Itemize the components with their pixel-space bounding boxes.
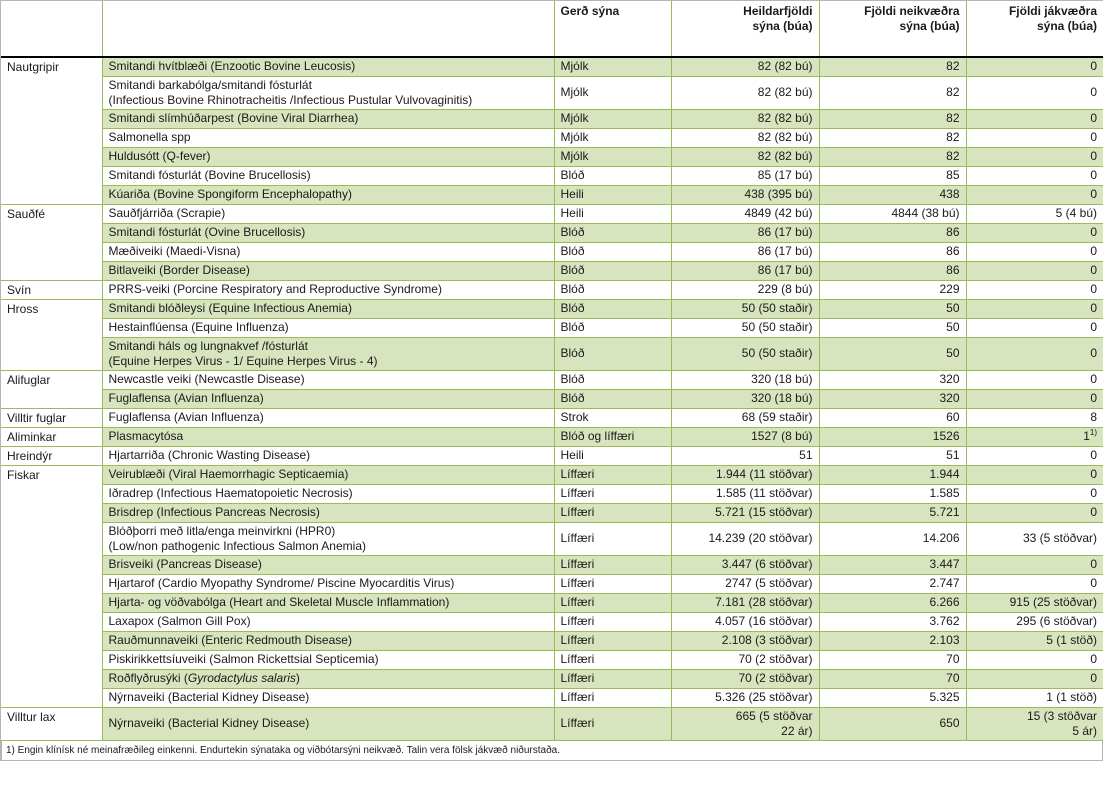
positive-cell: 0 <box>966 337 1103 370</box>
sample-type-cell: Blóð <box>554 166 671 185</box>
header-total: Heildarfjöldi sýna (búa) <box>671 1 819 58</box>
sample-type-cell: Heili <box>554 204 671 223</box>
total-cell: 5.721 (15 stöðvar) <box>671 503 819 522</box>
negative-cell: 1.944 <box>819 465 966 484</box>
species-cell <box>1 688 102 707</box>
table-row <box>1 147 1103 166</box>
table-row <box>1 669 1103 688</box>
total-cell: 4849 (42 bú) <box>671 204 819 223</box>
disease-name-latin: (Equine Herpes Virus - 1/ Equine Herpes Virus - 4) <box>108 353 378 368</box>
total-cell: 82 (82 bú) <box>671 147 819 166</box>
negative-cell: 2.103 <box>819 631 966 650</box>
total-cell: 1.585 (11 stöðvar) <box>671 484 819 503</box>
sample-type-cell: Líffæri <box>554 484 671 503</box>
surveillance-table <box>1 0 1103 741</box>
negative-cell: 2.747 <box>819 574 966 593</box>
species-cell <box>1 76 102 109</box>
total-cell: 2747 (5 stöðvar) <box>671 574 819 593</box>
negative-cell: 60 <box>819 408 966 427</box>
disease-name: Smitandi háls og lungnakvef /fósturlát <box>108 338 308 353</box>
positive-cell: 33 (5 stöðvar) <box>966 522 1103 555</box>
species-cell <box>1 223 102 242</box>
species-cell <box>1 337 102 370</box>
total-cell: 85 (17 bú) <box>671 166 819 185</box>
disease-cell: Mæðiveiki (Maedi-Visna) <box>102 242 554 261</box>
species-cell <box>1 242 102 261</box>
negative-cell: 82 <box>819 147 966 166</box>
table-body <box>1 57 1103 740</box>
sample-type-cell: Blóð <box>554 261 671 280</box>
positive-cell: 0 <box>966 185 1103 204</box>
total-cell: 1.944 (11 stöðvar) <box>671 465 819 484</box>
total-cell: 7.181 (28 stöðvar) <box>671 593 819 612</box>
table-row <box>1 223 1103 242</box>
species-cell <box>1 503 102 522</box>
negative-cell: 650 <box>819 707 966 740</box>
disease-cell: Huldusótt (Q-fever) <box>102 147 554 166</box>
total-cell: 2.108 (3 stöðvar) <box>671 631 819 650</box>
positive-cell: 0 <box>966 76 1103 109</box>
positive-cell: 0 <box>966 446 1103 465</box>
positive-cell: 0 <box>966 465 1103 484</box>
table-row <box>1 318 1103 337</box>
disease-cell: Iðradrep (Infectious Haematopoietic Necrosis) <box>102 484 554 503</box>
negative-cell: 3.762 <box>819 612 966 631</box>
species-cell <box>1 522 102 555</box>
sample-type-cell: Líffæri <box>554 555 671 574</box>
sample-type-cell: Líffæri <box>554 631 671 650</box>
positive-cell: 0 <box>966 57 1103 76</box>
total-value: 665 (5 stöðvar <box>735 708 813 723</box>
species-cell <box>1 261 102 280</box>
positive-cell: 0 <box>966 242 1103 261</box>
positive-cell: 0 <box>966 484 1103 503</box>
total-cell: 82 (82 bú) <box>671 76 819 109</box>
total-cell: 50 (50 staðir) <box>671 337 819 370</box>
sample-type-cell: Líffæri <box>554 503 671 522</box>
positive-cell: 0 <box>966 555 1103 574</box>
negative-cell: 85 <box>819 166 966 185</box>
negative-cell: 70 <box>819 669 966 688</box>
disease-name: Blóðþorri með litla/enga meinvirkni (HPR0) <box>108 523 336 538</box>
disease-cell <box>102 76 554 109</box>
disease-name: Smitandi barkabólga/smitandi fósturlát <box>108 77 312 92</box>
species-cell: Villtur lax <box>1 707 102 740</box>
positive-value: 1 <box>1083 429 1090 443</box>
table-row <box>1 261 1103 280</box>
positive-cell: 0 <box>966 299 1103 318</box>
species-cell: Alifuglar <box>1 370 102 389</box>
table-row <box>1 612 1103 631</box>
total-cell: 320 (18 bú) <box>671 389 819 408</box>
disease-cell: Piskirikkettsíuveiki (Salmon Rickettsial Septicemia) <box>102 650 554 669</box>
disease-name-end: ) <box>295 671 300 685</box>
species-cell: Hross <box>1 299 102 318</box>
disease-cell <box>102 522 554 555</box>
negative-cell: 50 <box>819 337 966 370</box>
table-row <box>1 707 1103 740</box>
sample-type-cell: Líffæri <box>554 650 671 669</box>
sample-type-cell: Mjólk <box>554 109 671 128</box>
positive-cell: 5 (4 bú) <box>966 204 1103 223</box>
table-row <box>1 57 1103 76</box>
species-cell: Hreindýr <box>1 446 102 465</box>
species-cell <box>1 389 102 408</box>
total-cell: 14.239 (20 stöðvar) <box>671 522 819 555</box>
species-cell <box>1 574 102 593</box>
sample-type-cell: Líffæri <box>554 465 671 484</box>
sample-type-cell: Líffæri <box>554 669 671 688</box>
positive-cell: 0 <box>966 223 1103 242</box>
total-cell: 51 <box>671 446 819 465</box>
positive-cell: 0 <box>966 280 1103 299</box>
species-cell <box>1 555 102 574</box>
sample-type-cell: Líffæri <box>554 593 671 612</box>
negative-cell: 86 <box>819 242 966 261</box>
negative-cell: 6.266 <box>819 593 966 612</box>
total-cell: 82 (82 bú) <box>671 109 819 128</box>
table-row <box>1 484 1103 503</box>
table-row <box>1 389 1103 408</box>
negative-cell: 82 <box>819 76 966 109</box>
positive-cell: 0 <box>966 503 1103 522</box>
table-row <box>1 574 1103 593</box>
header-species <box>1 1 102 58</box>
table-row <box>1 370 1103 389</box>
species-cell: Nautgripir <box>1 57 102 76</box>
species-cell: Aliminkar <box>1 427 102 446</box>
positive-cell <box>966 707 1103 740</box>
negative-cell: 5.325 <box>819 688 966 707</box>
negative-cell: 320 <box>819 370 966 389</box>
total-cell: 68 (59 staðir) <box>671 408 819 427</box>
sample-type-cell: Blóð og líffæri <box>554 427 671 446</box>
table-row <box>1 242 1103 261</box>
sample-type-cell: Mjólk <box>554 76 671 109</box>
negative-cell: 50 <box>819 299 966 318</box>
total-cell: 229 (8 bú) <box>671 280 819 299</box>
species-cell <box>1 185 102 204</box>
sample-type-cell: Líffæri <box>554 707 671 740</box>
total-cell: 82 (82 bú) <box>671 57 819 76</box>
total-cell: 86 (17 bú) <box>671 261 819 280</box>
disease-cell: Smitandi blóðleysi (Equine Infectious Anemia) <box>102 299 554 318</box>
positive-cell: 0 <box>966 650 1103 669</box>
disease-cell: Hjarta- og vöðvabólga (Heart and Skeletal Muscle Inflammation) <box>102 593 554 612</box>
sample-type-cell: Heili <box>554 185 671 204</box>
sample-type-cell: Mjólk <box>554 128 671 147</box>
negative-cell: 82 <box>819 109 966 128</box>
negative-cell: 5.721 <box>819 503 966 522</box>
sample-type-cell: Blóð <box>554 337 671 370</box>
positive-value-line2: 5 ár) <box>1072 723 1097 738</box>
sample-type-cell: Blóð <box>554 389 671 408</box>
total-value-line2: 22 ár) <box>781 723 813 738</box>
disease-cell: Plasmacytósa <box>102 427 554 446</box>
negative-cell: 82 <box>819 128 966 147</box>
positive-cell: 0 <box>966 370 1103 389</box>
species-cell <box>1 147 102 166</box>
disease-cell: PRRS-veiki (Porcine Respiratory and Reproductive Syndrome) <box>102 280 554 299</box>
disease-cell <box>102 337 554 370</box>
negative-cell: 86 <box>819 223 966 242</box>
total-cell: 3.447 (6 stöðvar) <box>671 555 819 574</box>
species-cell <box>1 631 102 650</box>
table-row <box>1 555 1103 574</box>
species-cell <box>1 166 102 185</box>
sample-type-cell: Blóð <box>554 280 671 299</box>
negative-cell: 3.447 <box>819 555 966 574</box>
negative-cell: 1.585 <box>819 484 966 503</box>
total-cell: 50 (50 staðir) <box>671 299 819 318</box>
total-cell <box>671 707 819 740</box>
negative-cell: 229 <box>819 280 966 299</box>
sample-type-cell: Mjólk <box>554 147 671 166</box>
positive-cell: 915 (25 stöðvar) <box>966 593 1103 612</box>
positive-cell: 0 <box>966 574 1103 593</box>
sample-type-cell: Blóð <box>554 318 671 337</box>
negative-cell: 14.206 <box>819 522 966 555</box>
positive-value: 15 (3 stöðvar <box>1026 708 1097 723</box>
disease-cell: Salmonella spp <box>102 128 554 147</box>
header-negative: Fjöldi neikvæðra sýna (búa) <box>819 1 966 58</box>
table-row <box>1 593 1103 612</box>
disease-cell: Hjartarof (Cardio Myopathy Syndrome/ Piscine Myocarditis Virus) <box>102 574 554 593</box>
species-cell <box>1 612 102 631</box>
table-row <box>1 446 1103 465</box>
total-cell: 86 (17 bú) <box>671 223 819 242</box>
positive-cell: 0 <box>966 389 1103 408</box>
total-cell: 5.326 (25 stöðvar) <box>671 688 819 707</box>
table-row <box>1 76 1103 109</box>
species-cell <box>1 669 102 688</box>
sample-type-cell: Líffæri <box>554 612 671 631</box>
total-cell: 82 (82 bú) <box>671 128 819 147</box>
disease-cell: Veirublæði (Viral Haemorrhagic Septicaemia) <box>102 465 554 484</box>
disease-name-italic: Gyrodactylus salaris <box>187 671 296 685</box>
positive-cell: 1 (1 stöð) <box>966 688 1103 707</box>
disease-cell: Smitandi hvítblæði (Enzootic Bovine Leucosis) <box>102 57 554 76</box>
disease-cell: Brisdrep (Infectious Pancreas Necrosis) <box>102 503 554 522</box>
disease-cell: Smitandi fósturlát (Bovine Brucellosis) <box>102 166 554 185</box>
positive-cell: 0 <box>966 109 1103 128</box>
disease-cell: Laxapox (Salmon Gill Pox) <box>102 612 554 631</box>
disease-cell: Nýrnaveiki (Bacterial Kidney Disease) <box>102 707 554 740</box>
disease-cell <box>102 669 554 688</box>
table-row <box>1 427 1103 446</box>
total-cell: 70 (2 stöðvar) <box>671 669 819 688</box>
table-row <box>1 631 1103 650</box>
disease-cell: Bitlaveiki (Border Disease) <box>102 261 554 280</box>
disease-cell: Fuglaflensa (Avian Influenza) <box>102 389 554 408</box>
sample-type-cell: Mjólk <box>554 57 671 76</box>
table-row <box>1 299 1103 318</box>
table-row <box>1 522 1103 555</box>
disease-cell: Sauðfjárriða (Scrapie) <box>102 204 554 223</box>
table-row <box>1 465 1103 484</box>
total-cell: 320 (18 bú) <box>671 370 819 389</box>
sample-type-cell: Blóð <box>554 370 671 389</box>
negative-cell: 320 <box>819 389 966 408</box>
negative-cell: 1526 <box>819 427 966 446</box>
positive-cell: 0 <box>966 318 1103 337</box>
table-row <box>1 109 1103 128</box>
negative-cell: 86 <box>819 261 966 280</box>
species-cell <box>1 484 102 503</box>
sample-type-cell: Blóð <box>554 242 671 261</box>
positive-cell: 295 (6 stöðvar) <box>966 612 1103 631</box>
table-row <box>1 128 1103 147</box>
total-cell: 70 (2 stöðvar) <box>671 650 819 669</box>
negative-cell: 438 <box>819 185 966 204</box>
header-positive: Fjöldi jákvæðra sýna (búa) <box>966 1 1103 58</box>
sample-type-cell: Blóð <box>554 223 671 242</box>
table-row <box>1 408 1103 427</box>
positive-cell: 0 <box>966 166 1103 185</box>
species-cell <box>1 128 102 147</box>
negative-cell: 50 <box>819 318 966 337</box>
disease-cell: Brisveiki (Pancreas Disease) <box>102 555 554 574</box>
species-cell: Villtir fuglar <box>1 408 102 427</box>
total-cell: 86 (17 bú) <box>671 242 819 261</box>
disease-name: Roðflyðrusýki ( <box>108 671 188 685</box>
disease-cell: Kúariða (Bovine Spongiform Encephalopathy) <box>102 185 554 204</box>
disease-cell: Rauðmunnaveiki (Enteric Redmouth Disease) <box>102 631 554 650</box>
sample-type-cell: Blóð <box>554 299 671 318</box>
positive-cell: 0 <box>966 128 1103 147</box>
species-cell: Svín <box>1 280 102 299</box>
header-sample-type: Gerð sýna <box>554 1 671 58</box>
table-row <box>1 185 1103 204</box>
disease-cell: Hjartarriða (Chronic Wasting Disease) <box>102 446 554 465</box>
positive-cell: 0 <box>966 147 1103 166</box>
positive-cell: 5 (1 stöð) <box>966 631 1103 650</box>
disease-cell: Newcastle veiki (Newcastle Disease) <box>102 370 554 389</box>
species-cell: Fiskar <box>1 465 102 484</box>
header-disease <box>102 1 554 58</box>
table-row <box>1 204 1103 223</box>
disease-name-latin: (Infectious Bovine Rhinotracheitis /Infectious Pustular Vulvovaginitis) <box>108 92 473 107</box>
species-cell <box>1 109 102 128</box>
negative-cell: 70 <box>819 650 966 669</box>
disease-name-latin: (Low/non pathogenic Infectious Salmon Anemia) <box>108 538 366 553</box>
sample-type-cell: Líffæri <box>554 688 671 707</box>
disease-cell: Nýrnaveiki (Bacterial Kidney Disease) <box>102 688 554 707</box>
table-row <box>1 337 1103 370</box>
positive-cell: 0 <box>966 261 1103 280</box>
disease-cell: Smitandi slímhúðarpest (Bovine Viral Diarrhea) <box>102 109 554 128</box>
species-cell <box>1 318 102 337</box>
table-row <box>1 166 1103 185</box>
disease-cell: Hestainflúensa (Equine Influenza) <box>102 318 554 337</box>
species-cell <box>1 650 102 669</box>
table-row <box>1 688 1103 707</box>
total-cell: 50 (50 staðir) <box>671 318 819 337</box>
table-row <box>1 280 1103 299</box>
positive-cell <box>966 427 1103 446</box>
negative-cell: 4844 (38 bú) <box>819 204 966 223</box>
table-row <box>1 503 1103 522</box>
total-cell: 438 (395 bú) <box>671 185 819 204</box>
total-cell: 1527 (8 bú) <box>671 427 819 446</box>
sample-type-cell: Heili <box>554 446 671 465</box>
sample-type-cell: Líffæri <box>554 522 671 555</box>
total-cell: 4.057 (16 stöðvar) <box>671 612 819 631</box>
negative-cell: 82 <box>819 57 966 76</box>
sample-type-cell: Líffæri <box>554 574 671 593</box>
footnote-marker: 1) <box>1089 428 1097 437</box>
table-row <box>1 650 1103 669</box>
footnote: 1) Engin klínísk né meinafræðileg einkenni. Endurtekin sýnataka og viðbótarsýni neikvæð. Talin vera fölsk jákvæð niðurstaða. <box>1 741 1103 761</box>
negative-cell: 51 <box>819 446 966 465</box>
species-cell <box>1 593 102 612</box>
positive-cell: 0 <box>966 669 1103 688</box>
disease-cell: Fuglaflensa (Avian Influenza) <box>102 408 554 427</box>
disease-cell: Smitandi fósturlát (Ovine Brucellosis) <box>102 223 554 242</box>
sample-type-cell: Strok <box>554 408 671 427</box>
species-cell: Sauðfé <box>1 204 102 223</box>
positive-cell: 8 <box>966 408 1103 427</box>
header-row <box>1 1 1103 58</box>
